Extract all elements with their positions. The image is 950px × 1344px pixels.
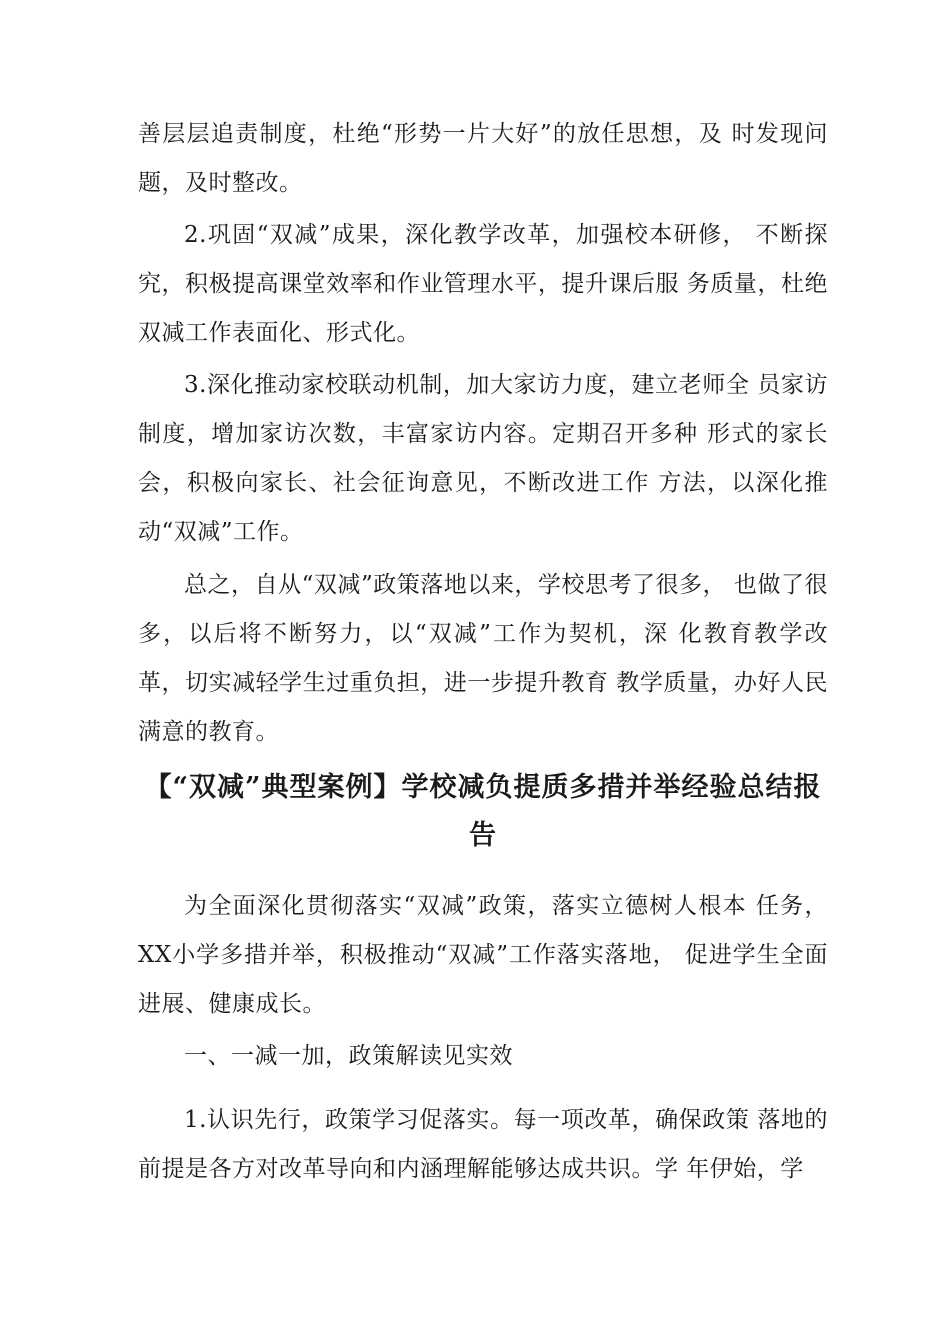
paragraph-item-3: 3.深化推动家校联动机制，加大家访力度，建立老师全 员家访制度，增加家访次数，丰富家访内容。定期召开多种 形式的家长会，积极向家长、社会征询意见，不断改进工作 方法，以深化推动“双减”工作。 — [138, 372, 828, 545]
report-title: 【“双减”典型案例】学校减负提质多措并举经验总结报告 — [144, 772, 822, 851]
paragraph-continuation: 善层层追责制度，杜绝“形势一片大好”的放任思想，及 时发现问题，及时整改。 — [138, 121, 828, 196]
paragraph-item-1: 1.认识先行，政策学习促落实。每一项改革，确保政策 落地的前提是各方对改革导向和内涵理解能够达成共识。学 年伊始，学 — [138, 1107, 828, 1182]
section-heading-1: 一、一减一加，政策解读见实效 — [184, 1043, 513, 1069]
paragraph-intro: 为全面深化贯彻落实“双减”政策，落实立德树人根本 任务，XX小学多措并举，积极推动“双减”工作落实落地， 促进学生全面进展、健康成长。 — [138, 893, 828, 1017]
paragraph-conclusion: 总之，自从“双减”政策落地以来，学校思考了很多， 也做了很多，以后将不断努力，以“双减”工作为契机，深 化教育教学改革，切实减轻学生过重负担，进一步提升教育 教学质量，办好人民满意的教育。 — [138, 572, 828, 745]
paragraph-item-2: 2.巩固“双减”成果，深化教学改革，加强校本研修， 不断探究，积极提高课堂效率和作业管理水平，提升课后服 务质量，杜绝双减工作表面化、形式化。 — [138, 222, 828, 346]
